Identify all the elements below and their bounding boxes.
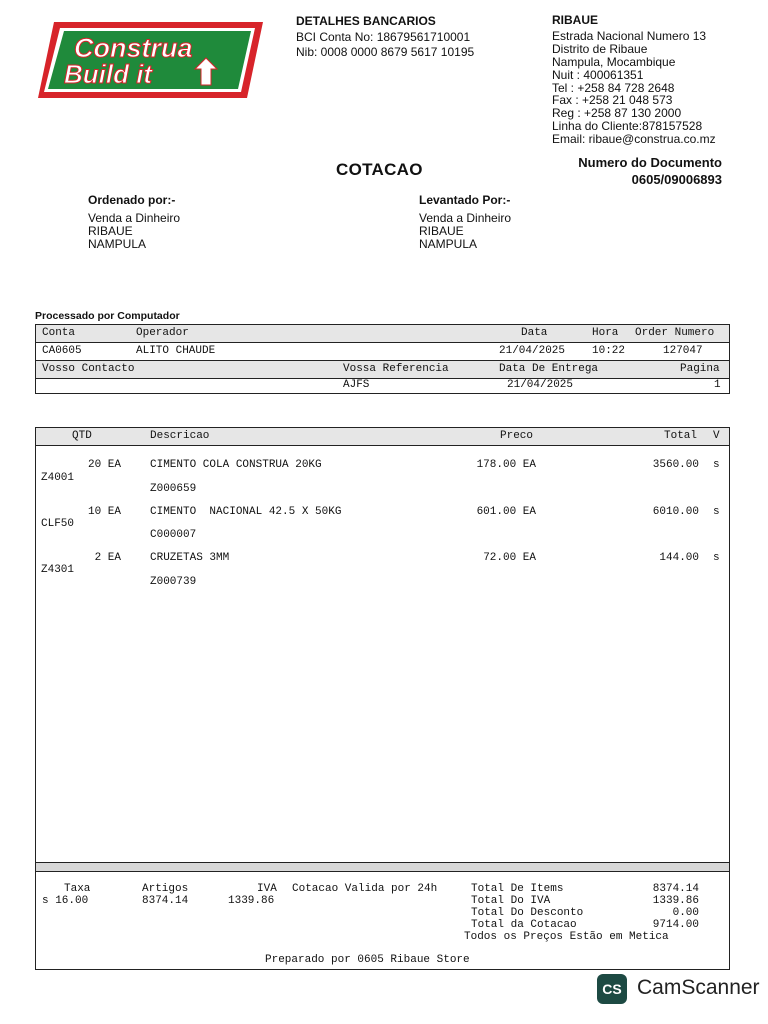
item-row: [36, 552, 729, 612]
totals-divider: [36, 862, 729, 872]
total-cotacao-label: Total da Cotacao: [471, 919, 577, 931]
header-vosso-contacto: Vosso Contacto: [42, 363, 135, 375]
header-qtd: QTD: [72, 430, 92, 442]
value-pagina: 1: [714, 379, 721, 391]
total-items-label: Total De Items: [471, 883, 564, 895]
item-description: CIMENTO NACIONAL 42.5 X 50KG: [150, 506, 342, 518]
item-total: 6010.00: [652, 506, 699, 518]
document-title: COTACAO: [336, 160, 423, 179]
header-data: Data: [521, 327, 548, 339]
value-operador: ALITO CHAUDE: [136, 345, 216, 357]
store-line: Tel : +258 84 728 2648: [552, 80, 675, 95]
item-code: Z4301: [41, 564, 75, 576]
validity-note: Cotacao Valida por 24h: [292, 883, 438, 895]
store-line: Linha do Cliente:878157528: [552, 119, 703, 134]
taxa-value: s 16.00: [42, 895, 89, 907]
store-line: Nuit : 400061351: [552, 67, 644, 82]
bank-heading: DETALHES BANCARIOS: [296, 14, 436, 28]
value-order-numero: 127047: [663, 345, 703, 357]
total-iva-value: 1339.86: [652, 895, 699, 907]
iva-value: 1339.86: [228, 895, 275, 907]
item-price: 72.00 EA: [483, 552, 536, 564]
bank-details: [296, 14, 474, 60]
header-operador: Operador: [136, 327, 189, 339]
header-data-entrega: Data De Entrega: [499, 363, 599, 375]
artigos-value: 8374.14: [142, 895, 189, 907]
item-v: s: [713, 506, 720, 518]
currency-note: Todos os Preços Estão em Metica: [464, 931, 669, 943]
camscanner-logo-icon: CS: [597, 974, 627, 1004]
store-line: Distrito de Ribaue: [552, 41, 648, 56]
document-number-label: Numero do Documento: [578, 155, 722, 170]
prepared-by: Preparado por 0605 Ribaue Store: [265, 954, 470, 966]
value-vossa-referencia: AJFS: [343, 379, 370, 391]
item-description: CRUZETAS 3MM: [150, 552, 230, 564]
total-desconto-value: 0.00: [672, 907, 699, 919]
header-total: Total: [664, 430, 698, 442]
item-price: 178.00 EA: [476, 459, 536, 471]
store-name: RIBAUE: [552, 13, 599, 27]
store-line: Email: ribaue@construa.co.mz: [552, 132, 716, 147]
processed-label: Processado por Computador: [35, 310, 180, 322]
bank-nib: Nib: 0008 0000 8679 5617 10195: [296, 45, 475, 59]
logo-text-construa: Construa: [74, 33, 193, 63]
store-line: Reg : +258 87 130 2000: [552, 106, 682, 121]
document-number: 0605/09006893: [631, 172, 722, 187]
ordered-by-line: RIBAUE: [88, 224, 133, 238]
item-total: 3560.00: [652, 459, 699, 471]
total-cotacao-value: 9714.00: [652, 919, 699, 931]
raised-by-line: Venda a Dinheiro: [419, 211, 512, 225]
total-iva-label: Total Do IVA: [471, 895, 551, 907]
header-descricao: Descricao: [150, 430, 210, 442]
order-info-table: [35, 324, 730, 394]
total-desconto-label: Total Do Desconto: [471, 907, 584, 919]
raised-by: [419, 194, 511, 251]
taxa-label: Taxa: [64, 883, 91, 895]
items-header-row: [36, 428, 729, 446]
ordered-by-label: Ordenado por:-: [88, 193, 176, 207]
logo-text-buildit: Build it: [64, 59, 153, 89]
store-line: Nampula, Mocambique: [552, 54, 676, 69]
item-ref: Z000659: [150, 483, 197, 495]
store-address: [552, 14, 716, 146]
raised-by-line: RIBAUE: [419, 224, 464, 238]
bank-account: BCI Conta No: 18679561710001: [296, 30, 471, 44]
header-vossa-referencia: Vossa Referencia: [343, 363, 449, 375]
raised-by-line: NAMPULA: [419, 237, 478, 251]
value-data: 21/04/2025: [499, 345, 566, 357]
item-price: 601.00 EA: [476, 506, 536, 518]
info-header-row: [36, 325, 729, 343]
item-qty: 10 EA: [87, 506, 121, 518]
item-v: s: [713, 552, 720, 564]
header-pagina: Pagina: [680, 363, 720, 375]
value-hora: 10:22: [592, 345, 626, 357]
info-value-row: [36, 343, 729, 360]
item-ref: C000007: [150, 529, 197, 541]
item-qty: 2 EA: [94, 552, 121, 564]
item-code: CLF50: [41, 518, 75, 530]
info-value-row-2: [36, 377, 729, 394]
item-ref: Z000739: [150, 576, 197, 588]
artigos-label: Artigos: [142, 883, 189, 895]
header-order-numero: Order Numero: [635, 327, 715, 339]
items-table: [35, 427, 730, 970]
header-conta: Conta: [42, 327, 76, 339]
item-total: 144.00: [659, 552, 699, 564]
camscanner-text: CamScanner: [637, 976, 760, 999]
header-hora: Hora: [592, 327, 619, 339]
value-conta: CA0605: [42, 345, 82, 357]
item-v: s: [713, 459, 720, 471]
store-line: Fax : +258 21 048 573: [552, 93, 673, 108]
header-preco: Preco: [500, 430, 534, 442]
raised-by-label: Levantado Por:-: [419, 193, 511, 207]
ordered-by-line: Venda a Dinheiro: [88, 211, 181, 225]
value-data-entrega: 21/04/2025: [507, 379, 574, 391]
item-code: Z4001: [41, 472, 75, 484]
ordered-by: [88, 194, 180, 251]
construa-logo: [38, 22, 263, 98]
item-description: CIMENTO COLA CONSTRUA 20KG: [150, 459, 322, 471]
header-v: V: [713, 430, 720, 442]
item-qty: 20 EA: [87, 459, 121, 471]
iva-label: IVA: [257, 883, 277, 895]
store-line: Estrada Nacional Numero 13: [552, 28, 707, 43]
ordered-by-line: NAMPULA: [88, 237, 147, 251]
total-items-value: 8374.14: [652, 883, 699, 895]
